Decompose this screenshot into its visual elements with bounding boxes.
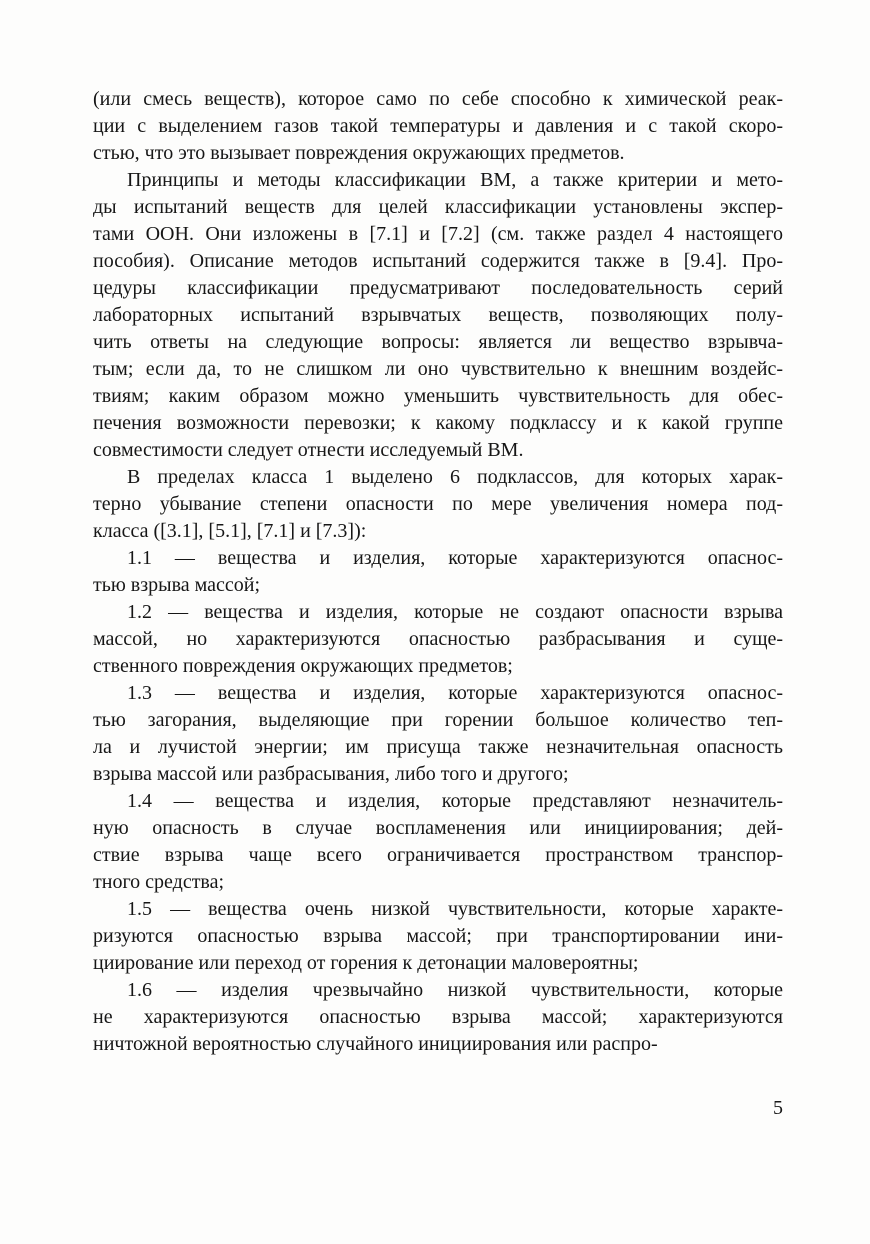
paragraph [93, 680, 783, 788]
text-line: 1.1 — вещества и изделия, которые характеризуются опаснос- [127, 547, 783, 569]
paragraph [93, 86, 783, 167]
text-line: не характеризуются опасностью взрыва массой; характеризуются [93, 1006, 783, 1028]
text-line: ную опасность в случае воспламенения или инициирования; дей- [93, 817, 783, 839]
text-line: ризуются опасностью взрыва массой; при транспортировании ини- [93, 925, 783, 947]
text-line: тами ООН. Они изложены в [7.1] и [7.2] (см. также раздел 4 настоящего [93, 223, 783, 245]
text-line: пособия). Описание методов испытаний содержится также в [9.4]. Про- [93, 250, 783, 272]
text-line: ции с выделением газов такой температуры и давления и с такой скоро- [93, 115, 783, 137]
text-line: цедуры классификации предусматривают последовательность серий [93, 277, 783, 299]
text-line: (или смесь веществ), которое само по себе способно к химической реак- [93, 88, 783, 110]
text-line: Принципы и методы классификации ВМ, а также критерии и мето- [127, 169, 783, 191]
text-line: ствие взрыва чаще всего ограничивается пространством транспор- [93, 844, 783, 866]
text-line: 1.5 — вещества очень низкой чувствительности, которые характе- [127, 898, 783, 920]
text-line: тью взрыва массой; [93, 574, 261, 596]
text-line: тым; если да, то не слишком ли оно чувствительно к внешним воздейс- [93, 358, 783, 380]
text-line: ды испытаний веществ для целей классификации установлены экспер- [93, 196, 783, 218]
text-line: терно убывание степени опасности по мере увеличения номера под- [93, 493, 783, 515]
text-line: тью загорания, выделяющие при горении большое количество теп- [93, 709, 783, 731]
text-line: твиям; каким образом можно уменьшить чувствительность для обес- [93, 385, 783, 407]
text-line: 1.2 — вещества и изделия, которые не создают опасности взрыва [127, 601, 783, 623]
text-line: В пределах класса 1 выделено 6 подклассов, для которых харак- [127, 466, 783, 488]
paragraph [93, 896, 783, 977]
text-line: массой, но характеризуются опасностью разбрасывания и суще- [93, 628, 783, 650]
text-line: тного средства; [93, 871, 225, 893]
paragraph [93, 599, 783, 680]
paragraph [93, 464, 783, 545]
text-line: 1.4 — вещества и изделия, которые представляют незначитель- [127, 790, 783, 812]
text-line: 1.6 — изделия чрезвычайно низкой чувствительности, которые [127, 979, 783, 1001]
text-line: циирование или переход от горения к детонации маловероятны; [93, 952, 639, 974]
text-line: взрыва массой или разбрасывания, либо того и другого; [93, 763, 569, 785]
paragraph [93, 167, 783, 464]
text-block [93, 86, 783, 1058]
text-line: ственного повреждения окружающих предметов; [93, 655, 513, 677]
text-line: стью, что это вызывает повреждения окружающих предметов. [93, 142, 625, 164]
text-line: лабораторных испытаний взрывчатых веществ, позволяющих полу- [93, 304, 783, 326]
page-number: 5 [773, 1097, 783, 1119]
paragraph [93, 788, 783, 896]
text-line: класса ([3.1], [5.1], [7.1] и [7.3]): [93, 520, 367, 542]
paragraph [93, 545, 783, 599]
text-line: ничтожной вероятностью случайного инициирования или распро- [93, 1033, 658, 1055]
text-line: чить ответы на следующие вопросы: является ли вещество взрывча- [93, 331, 783, 353]
text-line: ла и лучистой энергии; им присуща также незначительная опасность [93, 736, 783, 758]
text-line: совместимости следует отнести исследуемый ВМ. [93, 439, 524, 461]
paragraph [93, 977, 783, 1058]
text-line: печения возможности перевозки; к какому подклассу и к какой группе [93, 412, 783, 434]
text-line: 1.3 — вещества и изделия, которые характеризуются опаснос- [127, 682, 783, 704]
